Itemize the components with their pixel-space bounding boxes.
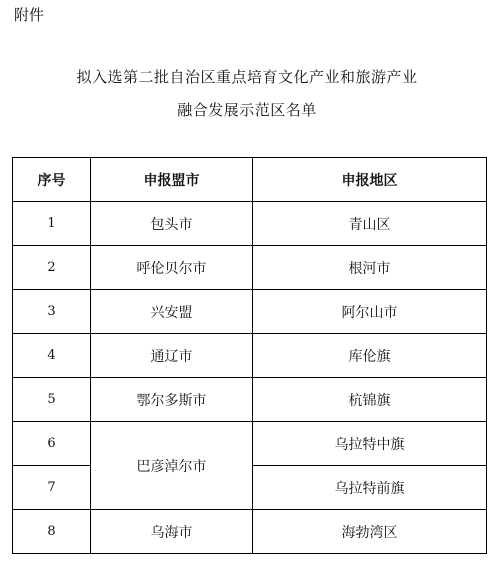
table-row bbox=[13, 510, 487, 554]
table-row bbox=[13, 202, 487, 246]
demonstration-zone-table bbox=[12, 157, 487, 554]
row-area: 杭锦旗 bbox=[253, 378, 487, 422]
row-number: 7 bbox=[13, 466, 91, 510]
table-row bbox=[13, 290, 487, 334]
row-area: 库伦旗 bbox=[253, 334, 487, 378]
column-header-city: 申报盟市 bbox=[91, 158, 253, 202]
row-city-merged: 巴彦淖尔市 bbox=[91, 422, 253, 510]
row-city: 呼伦贝尔市 bbox=[91, 246, 253, 290]
table-header-row bbox=[13, 158, 487, 202]
row-number: 1 bbox=[13, 202, 91, 246]
row-number: 5 bbox=[13, 378, 91, 422]
row-area: 青山区 bbox=[253, 202, 487, 246]
row-area: 海勃湾区 bbox=[253, 510, 487, 554]
column-header-area: 申报地区 bbox=[253, 158, 487, 202]
row-area: 根河市 bbox=[253, 246, 487, 290]
attachment-label: 附件 bbox=[14, 6, 45, 24]
row-area: 乌拉特中旗 bbox=[253, 422, 487, 466]
row-number: 6 bbox=[13, 422, 91, 466]
row-city: 包头市 bbox=[91, 202, 253, 246]
column-header-number: 序号 bbox=[13, 158, 91, 202]
row-area: 阿尔山市 bbox=[253, 290, 487, 334]
row-number: 4 bbox=[13, 334, 91, 378]
document-title-line-1: 拟入选第二批自治区重点培育文化产业和旅游产业 bbox=[76, 68, 418, 86]
table-row bbox=[13, 422, 487, 466]
row-city: 鄂尔多斯市 bbox=[91, 378, 253, 422]
table-row bbox=[13, 334, 487, 378]
row-number: 3 bbox=[13, 290, 91, 334]
row-city: 乌海市 bbox=[91, 510, 253, 554]
row-area: 乌拉特前旗 bbox=[253, 466, 487, 510]
row-city: 通辽市 bbox=[91, 334, 253, 378]
document-title-line-2: 融合发展示范区名单 bbox=[177, 101, 317, 119]
table-row bbox=[13, 246, 487, 290]
row-city: 兴安盟 bbox=[91, 290, 253, 334]
table-row bbox=[13, 378, 487, 422]
row-number: 8 bbox=[13, 510, 91, 554]
row-number: 2 bbox=[13, 246, 91, 290]
